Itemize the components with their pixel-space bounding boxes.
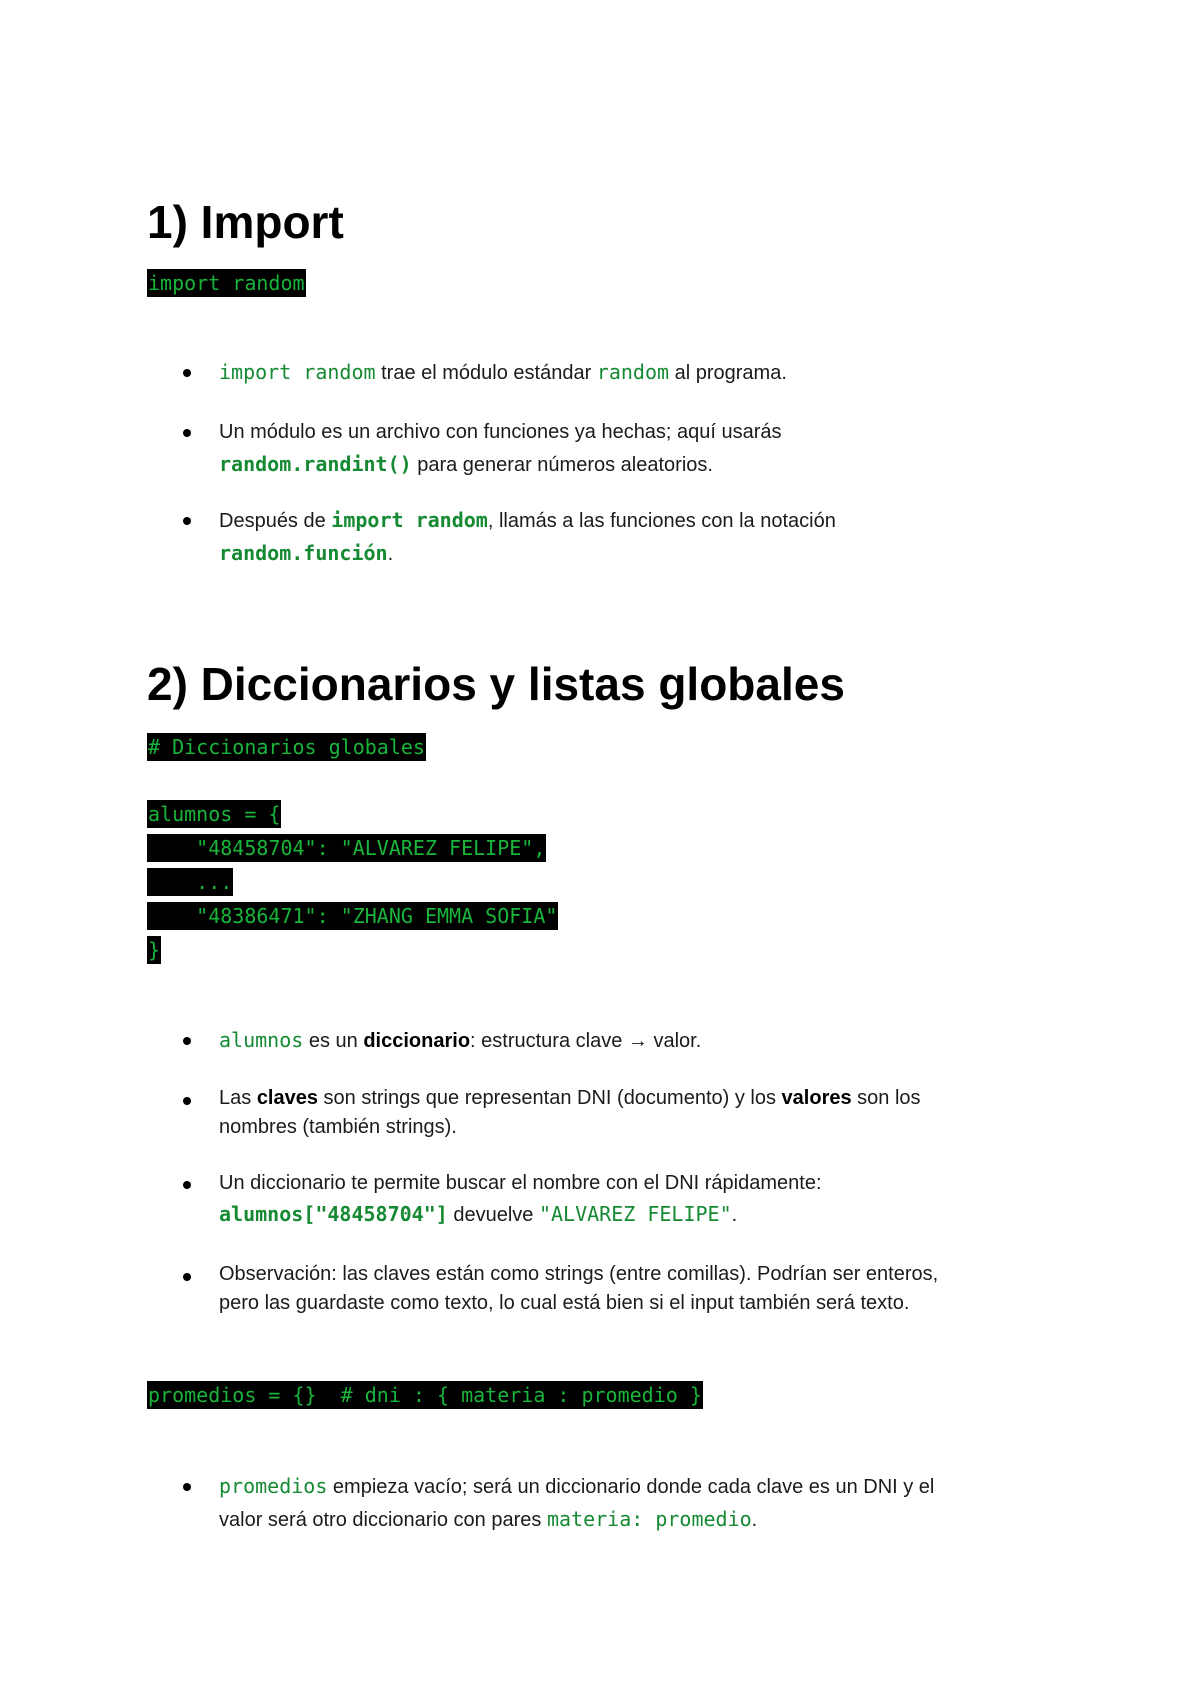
list-item: import random trae el módulo estándar random al programa.: [147, 356, 1047, 394]
code-comment: # Diccionarios globales: [148, 735, 425, 759]
dictionary-bullet-list: [147, 1024, 1047, 1318]
section-heading-dictionaries: 2) Diccionarios y listas globales: [147, 658, 845, 710]
list-item: Observación: las claves están como strings (entre comillas). Podrían ser enteros, pero las guardaste como texto, lo cual está bien si el input también será texto.: [147, 1260, 1047, 1318]
code-line: "48386471": "ZHANG EMMA SOFIA": [148, 904, 558, 928]
list-item: alumnos es un diccionario: estructura clave → valor.: [147, 1024, 1047, 1056]
code-line: ...: [148, 870, 233, 894]
code-block-import: import random: [148, 271, 305, 295]
bullet-dot-icon: [183, 429, 191, 437]
promedios-bullet-list: [147, 1470, 1047, 1534]
code-line: "48458704": "ALVAREZ FELIPE",: [148, 836, 546, 860]
bullet-dot-icon: [183, 1273, 191, 1281]
bullet-dot-icon: [183, 369, 191, 377]
bullet-dot-icon: [183, 1097, 191, 1105]
list-item: Las claves son strings que representan DNI (documento) y los valores son los nombres (también strings).: [147, 1084, 1047, 1142]
list-item: promedios empieza vacío; será un diccionario donde cada clave es un DNI y el valor será otro diccionario con pares materia: promedio.: [147, 1470, 1047, 1534]
bullet-dot-icon: [183, 1483, 191, 1491]
section-heading-import: 1) Import: [147, 196, 344, 248]
code-block-promedios: promedios = {} # dni : { materia : promedio }: [148, 1383, 702, 1407]
bullet-dot-icon: [183, 1181, 191, 1189]
list-item: Un diccionario te permite buscar el nombre con el DNI rápidamente: alumnos["48458704"] devuelve "ALVAREZ FELIPE".: [147, 1168, 1047, 1230]
list-item: Después de import random, llamás a las funciones con la notación random.función.: [147, 504, 1047, 568]
code-line: }: [148, 938, 161, 962]
list-item: Un módulo es un archivo con funciones ya hechas; aquí usarás random.randint() para generar números aleatorios.: [147, 416, 1047, 480]
code-line: alumnos = {: [148, 802, 281, 826]
bullet-dot-icon: [183, 517, 191, 525]
bullet-dot-icon: [183, 1037, 191, 1045]
import-bullet-list: [147, 356, 1047, 568]
